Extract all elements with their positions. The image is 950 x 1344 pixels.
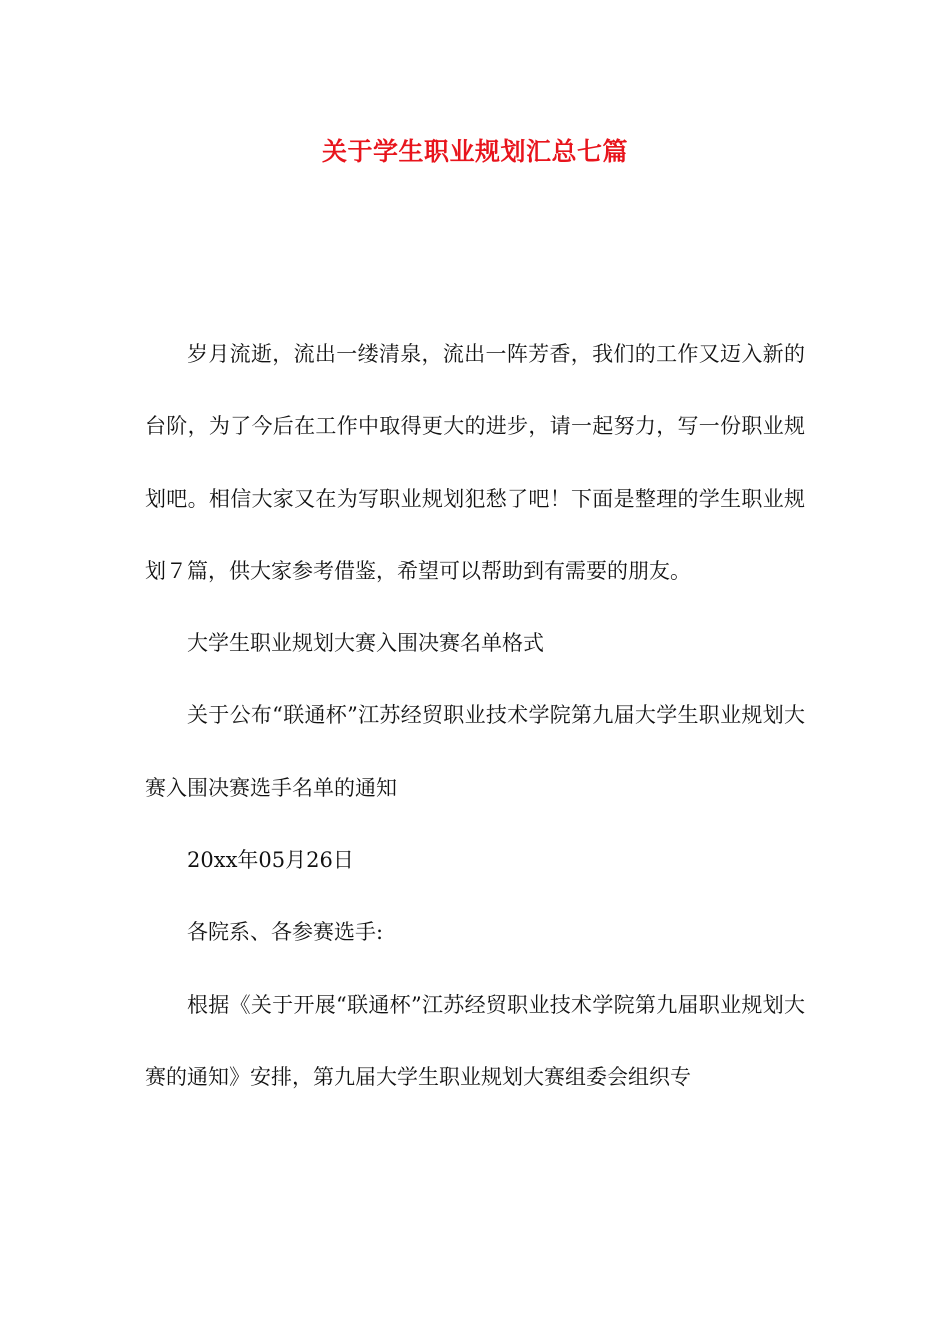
- intro-paragraph: 岁月流逝，流出一缕清泉，流出一阵芳香，我们的工作又迈入新的台阶，为了今后在工作中取得更大的进步，请一起努力，写一份职业规划吧。相信大家又在为写职业规划犯愁了吧！下面是整理的学生职业规划７篇，供大家参考借鉴，希望可以帮助到有需要的朋友。: [145, 342, 805, 583]
- section-heading: 大学生职业规划大赛入围决赛名单格式: [187, 631, 544, 656]
- document-title: 关于学生职业规划汇总七篇: [321, 137, 628, 166]
- date-line: 20xx年05月26日: [187, 848, 354, 873]
- notice-title-paragraph: 关于公布“联通杯”江苏经贸职业技术学院第九届大学生职业规划大赛入围决赛选手名单的通知: [145, 703, 805, 800]
- body-paragraph: 根据《关于开展“联通杯”江苏经贸职业技术学院第九届职业规划大赛的通知》安排，第九届大学生职业规划大赛组委会组织专: [145, 992, 805, 1089]
- document-body: [145, 318, 805, 1113]
- salutation-line: 各院系、各参赛选手:: [187, 920, 384, 945]
